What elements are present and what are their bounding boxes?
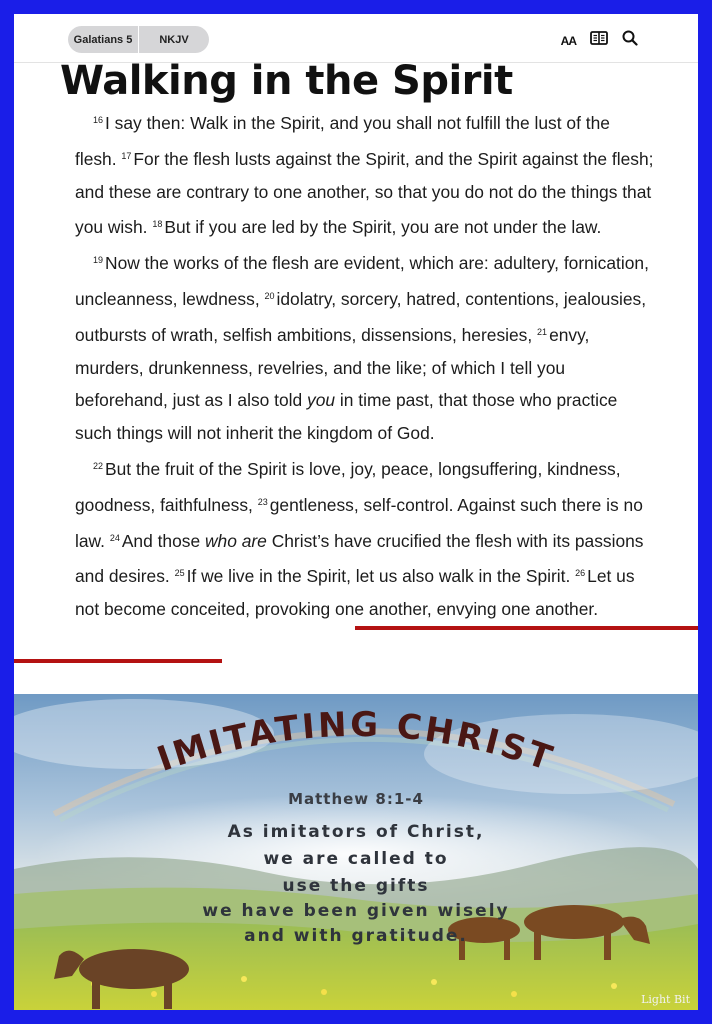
verse-text[interactable]: in time past, that those who practice such things will not inherit the kingdom of God. bbox=[75, 390, 618, 444]
verse-text[interactable]: But the fruit of the Spirit is love, joy, peace, longsuffering, kindness, goodness, faithfulness, bbox=[75, 458, 621, 515]
verse-number[interactable]: 20 bbox=[264, 290, 275, 301]
verse-text[interactable]: For the flesh lusts against the Spirit, and the Spirit against the flesh; and these are contrary to one another, so that you do not do the things that you wish. bbox=[75, 148, 654, 238]
verse-number[interactable]: 21 bbox=[537, 326, 548, 337]
arc-title: IMITATING CHRIST bbox=[152, 704, 560, 780]
verse-text[interactable]: idolatry, sorcery, hatred, contentions, jealousies, outbursts of wrath, selfish ambitions, dissensions, heresies, bbox=[75, 288, 647, 345]
graphic-line-1: As imitators of Christ, bbox=[227, 822, 485, 842]
verse-text[interactable]: envy, murders, drunkenness, revelries, and the like; of which I tell you beforehand, just as I also told bbox=[75, 324, 590, 411]
verse-number[interactable]: 22 bbox=[93, 460, 104, 471]
verse-text[interactable]: Christ’s have crucified the flesh with its passions and desires. bbox=[75, 530, 644, 587]
passage-selector[interactable] bbox=[68, 26, 209, 53]
text-size-label: AA bbox=[560, 33, 576, 48]
verse-text-italic[interactable]: you bbox=[307, 390, 336, 411]
parallel-view-icon[interactable] bbox=[590, 31, 608, 50]
paragraph-1 bbox=[75, 104, 655, 244]
verse-number[interactable]: 19 bbox=[93, 255, 104, 266]
red-underline-annotation bbox=[14, 659, 222, 663]
verse-text[interactable]: And those bbox=[121, 530, 205, 551]
scripture-reference: Matthew 8:1-4 bbox=[288, 790, 424, 808]
verse-number[interactable]: 24 bbox=[109, 532, 120, 543]
watermark: Light Bit bbox=[641, 993, 690, 1006]
text-size-icon[interactable] bbox=[561, 34, 576, 48]
book-chapter-button[interactable]: Galatians 5 bbox=[73, 33, 133, 46]
verse-text[interactable]: I say then: Walk in the Spirit, and you shall not fulfill the lust of the flesh. bbox=[75, 113, 610, 169]
verse-text-highlighted[interactable]: If we live in the Spirit, let us also walk in the Spirit. bbox=[186, 566, 576, 587]
verse-text[interactable]: gentleness, self-control. Against such there is no law. bbox=[75, 494, 643, 551]
verse-text[interactable]: Let us not become conceited, provoking one another, envying one another. bbox=[75, 566, 635, 620]
verse-number[interactable]: 16 bbox=[93, 115, 104, 125]
verse-number[interactable]: 18 bbox=[152, 219, 163, 230]
verse-number[interactable]: 25 bbox=[174, 568, 185, 579]
reader-toolbar bbox=[14, 14, 698, 64]
graphic-line-5: and with gratitude. bbox=[244, 926, 468, 946]
version-button[interactable]: NKJV bbox=[159, 33, 189, 46]
verse-text[interactable]: But if you are led by the Spirit, you are not under the law. bbox=[164, 217, 602, 238]
graphic-line-3: use the gifts bbox=[282, 876, 430, 896]
graphic-line-2: we are called to bbox=[263, 849, 449, 869]
scripture-text bbox=[75, 104, 655, 626]
devotional-image bbox=[14, 694, 698, 1010]
verse-text-italic[interactable]: who are bbox=[204, 530, 267, 551]
search-icon[interactable] bbox=[622, 30, 638, 51]
verse-text[interactable]: Now the works of the flesh are evident, which are: adultery, fornication, uncleanness, lewdness, bbox=[75, 253, 649, 309]
paragraph-3 bbox=[75, 450, 655, 626]
verse-number[interactable]: 26 bbox=[575, 568, 586, 579]
paragraph-2 bbox=[75, 244, 655, 450]
verse-number[interactable]: 23 bbox=[257, 496, 268, 507]
red-underline-annotation bbox=[355, 626, 698, 630]
toolbar-actions bbox=[561, 30, 638, 51]
verse-number[interactable]: 17 bbox=[121, 150, 132, 161]
section-heading: Walking in the Spirit bbox=[60, 58, 513, 104]
graphic-line-4: we have been given wisely bbox=[202, 901, 510, 921]
